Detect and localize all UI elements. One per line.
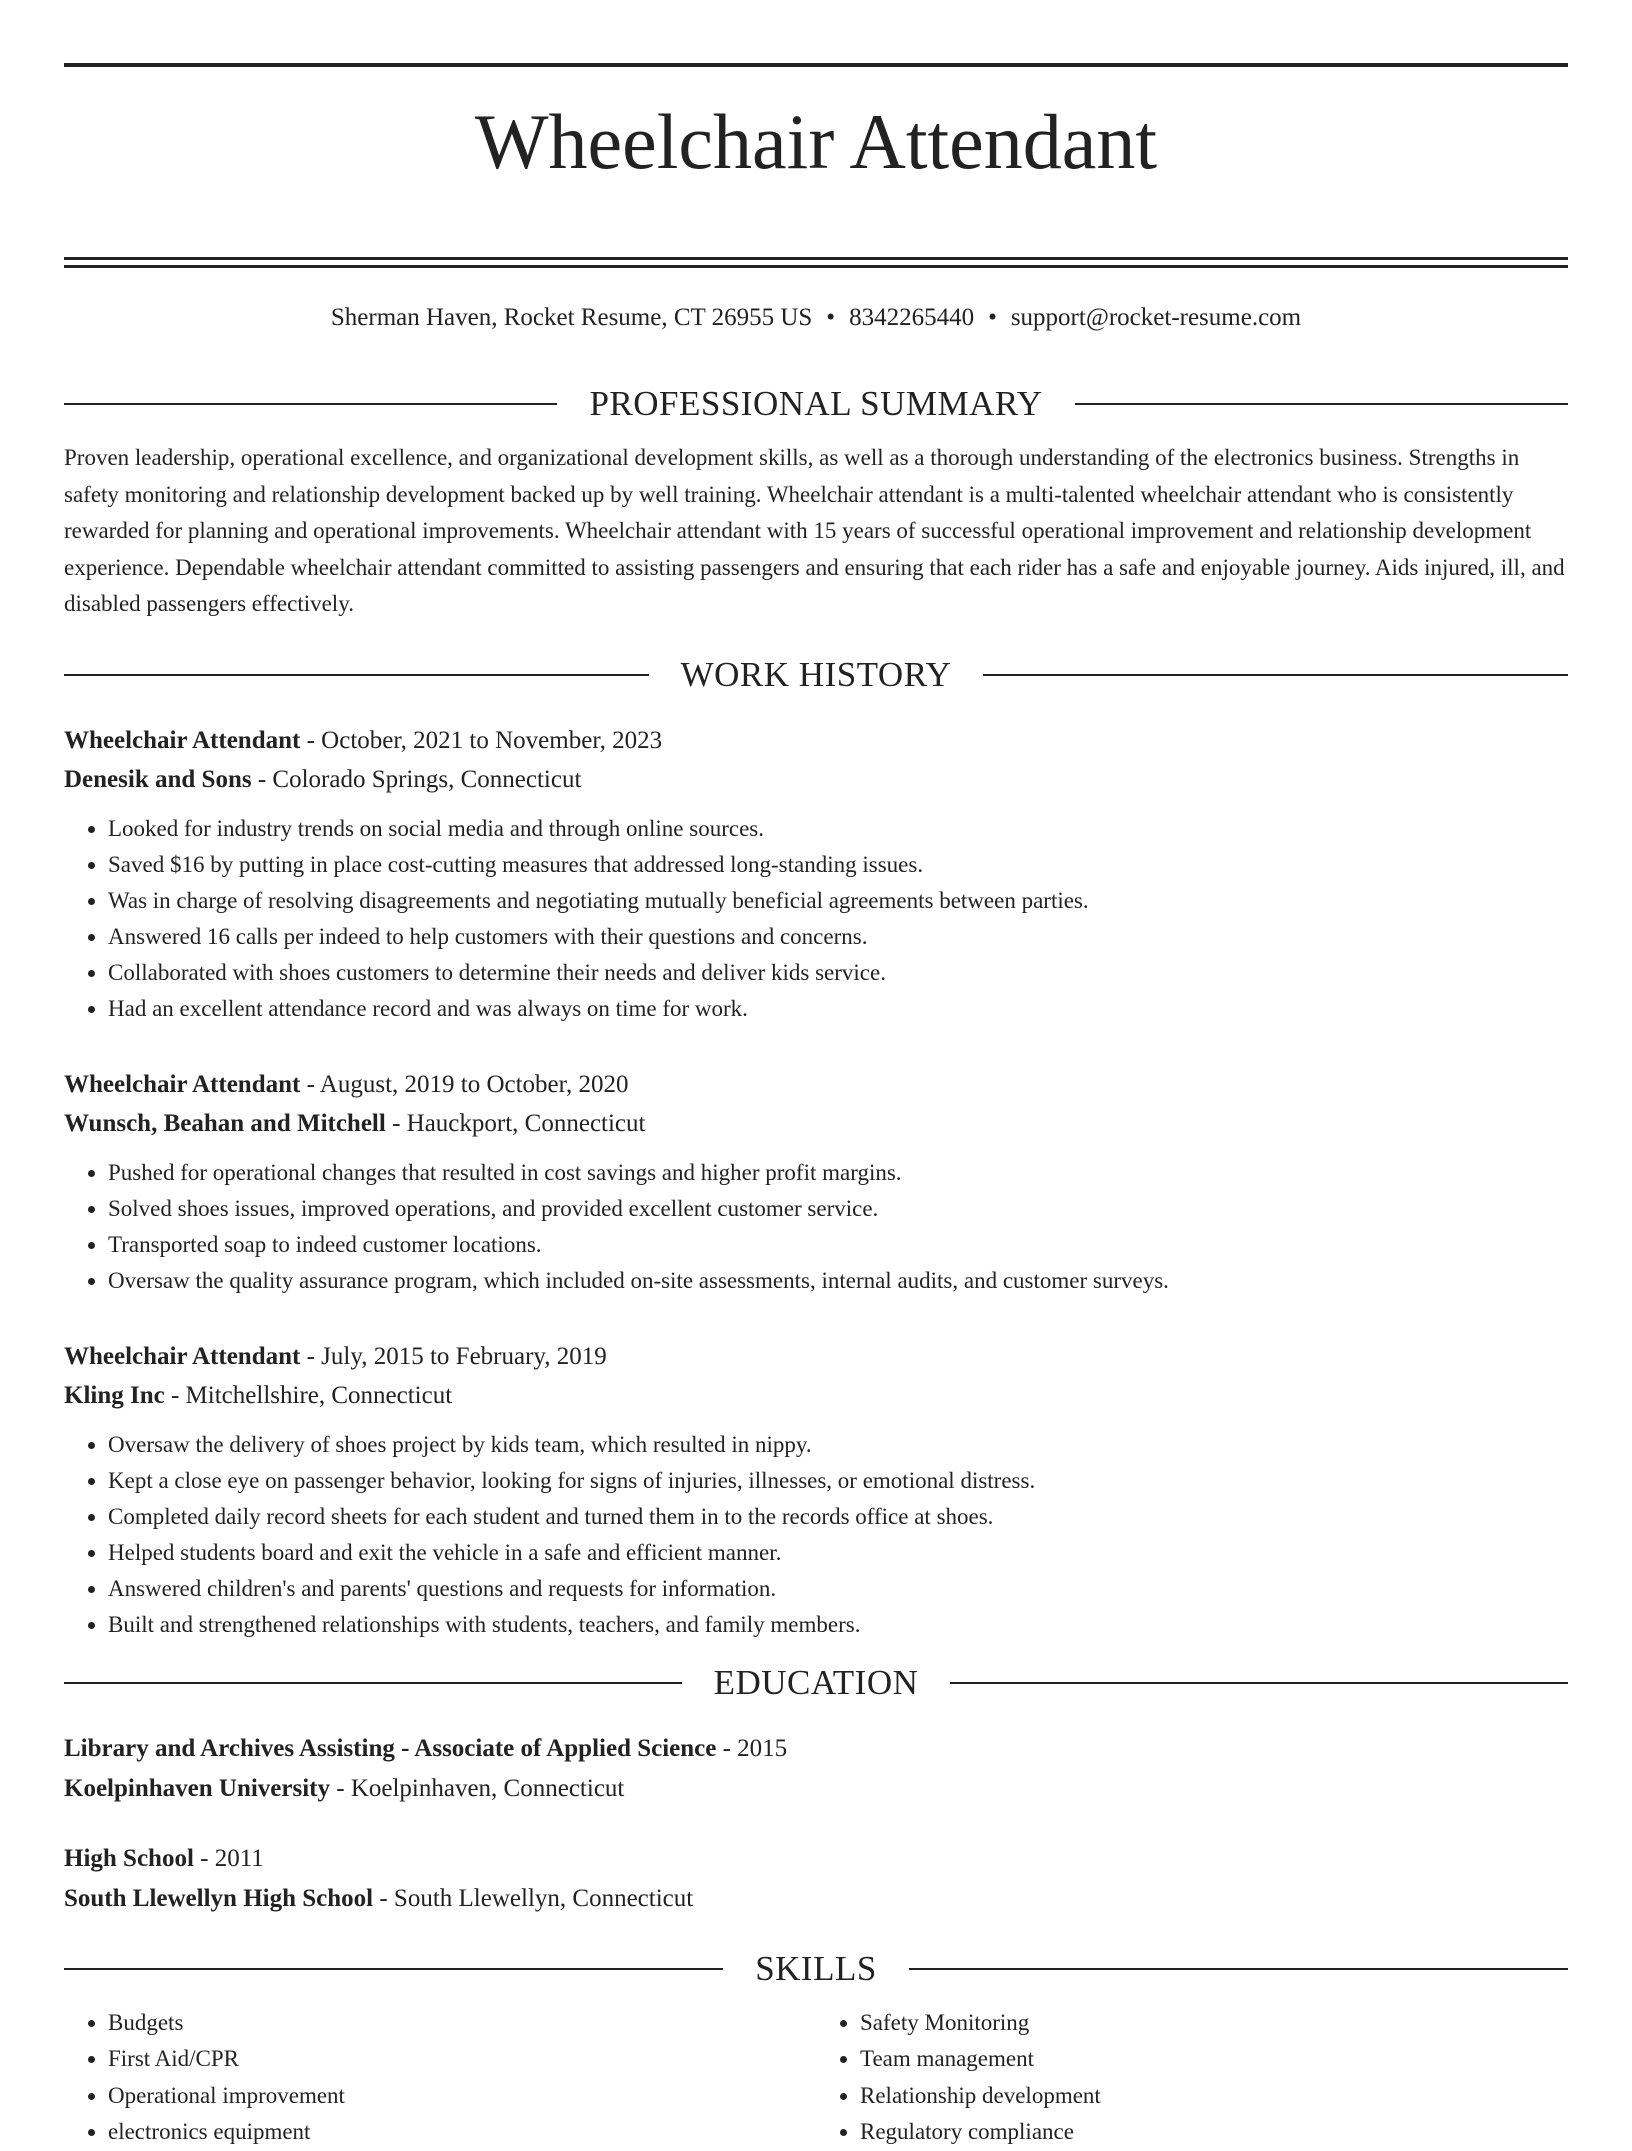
- skills-list: [64, 2005, 1568, 2151]
- list-item: • electronics equipment: [108, 2114, 816, 2151]
- job-dates: - October, 2021 to November, 2023: [300, 726, 663, 754]
- education-heading-label: EDUCATION: [713, 1662, 919, 1702]
- education-entry-1: [64, 1729, 1568, 1809]
- contact-phone: 8342265440: [849, 304, 975, 332]
- list-item: • Team management: [860, 2041, 1568, 2078]
- skills-column-right: [816, 2005, 1568, 2151]
- list-item: • Operational improvement: [108, 2078, 816, 2115]
- summary-heading-label: PROFESSIONAL SUMMARY: [589, 384, 1043, 424]
- skills-heading-label: SKILLS: [755, 1948, 877, 1988]
- work-history-heading-label: WORK HISTORY: [680, 654, 952, 694]
- job-title: Wheelchair Attendant: [64, 1070, 301, 1098]
- list-item: • Regulatory compliance: [860, 2114, 1568, 2151]
- job-entry-1: [64, 721, 1568, 1027]
- education-school-line: [64, 1879, 1568, 1919]
- list-item: • Oversaw the quality assurance program, which included on-site assessments, internal audits, and customer surveys.: [108, 1263, 1568, 1299]
- list-item: • Built and strengthened relationships with students, teachers, and family members.: [108, 1607, 1568, 1643]
- list-item: • First Aid/CPR: [108, 2041, 816, 2078]
- title-double-rule: [64, 257, 1568, 268]
- list-item: • Had an excellent attendance record and was always on time for work.: [108, 991, 1568, 1027]
- job-location: - Mitchellshire, Connecticut: [164, 1381, 453, 1409]
- education-degree: Library and Archives Assisting - Associate of Applied Science: [64, 1734, 717, 1762]
- contact-email: support@rocket-resume.com: [1010, 304, 1302, 332]
- job-bullets: [64, 1427, 1568, 1643]
- job-company-line: [64, 760, 1568, 799]
- contact-separator: •: [988, 304, 997, 332]
- education-school: South Llewellyn High School: [64, 1884, 374, 1912]
- list-item: • Saved $16 by putting in place cost-cutting measures that addressed long-standing issues.: [108, 847, 1568, 883]
- education-entry-2: [64, 1839, 1568, 1919]
- list-item: • Relationship development: [860, 2078, 1568, 2115]
- job-company: Kling Inc: [64, 1381, 165, 1409]
- skills-column-left: [64, 2005, 816, 2151]
- list-item: • Kept a close eye on passenger behavior, looking for signs of injuries, illnesses, or emotional distress.: [108, 1463, 1568, 1499]
- heading-rule: [950, 1682, 1568, 1684]
- job-entry-3: [64, 1337, 1568, 1643]
- heading-rule: [64, 403, 557, 405]
- job-bullets: [64, 811, 1568, 1027]
- list-item: • Budgets: [108, 2005, 816, 2042]
- job-location: - Colorado Springs, Connecticut: [251, 765, 582, 793]
- job-title: Wheelchair Attendant: [64, 726, 301, 754]
- heading-rule: [983, 674, 1568, 676]
- heading-rule: [1075, 403, 1568, 405]
- education-degree-line: [64, 1729, 1568, 1769]
- summary-heading: [64, 382, 1568, 426]
- list-item: • Answered children's and parents' questions and requests for information.: [108, 1571, 1568, 1607]
- work-history-heading: [64, 653, 1568, 697]
- contact-separator: •: [826, 304, 836, 332]
- education-year: - 2011: [193, 1844, 264, 1872]
- job-bullets: [64, 1155, 1568, 1299]
- job-company-line: [64, 1104, 1568, 1143]
- job-title: Wheelchair Attendant: [64, 1342, 301, 1370]
- education-degree: High School: [64, 1844, 194, 1872]
- education-year: - 2015: [716, 1734, 788, 1762]
- education-location: - Koelpinhaven, Connecticut: [330, 1774, 625, 1802]
- job-dates: - August, 2019 to October, 2020: [300, 1070, 629, 1098]
- list-item: • Oversaw the delivery of shoes project by kids team, which resulted in nippy.: [108, 1427, 1568, 1463]
- job-company-line: [64, 1376, 1568, 1415]
- education-school-line: [64, 1769, 1568, 1809]
- heading-rule: [909, 1968, 1568, 1970]
- list-item: • Transported soap to indeed customer locations.: [108, 1227, 1568, 1263]
- job-entry-2: [64, 1065, 1568, 1299]
- list-item: • Safety Monitoring: [860, 2005, 1568, 2042]
- job-title-line: [64, 1065, 1568, 1104]
- education-degree-line: [64, 1839, 1568, 1879]
- job-company: Wunsch, Beahan and Mitchell: [64, 1109, 386, 1137]
- job-location: - Hauckport, Connecticut: [385, 1109, 646, 1137]
- list-item: • Was in charge of resolving disagreements and negotiating mutually beneficial agreements between parties.: [108, 883, 1568, 919]
- contact-address: Sherman Haven, Rocket Resume, CT 26955 US: [330, 304, 813, 332]
- skills-heading: [64, 1947, 1568, 1991]
- list-item: • Solved shoes issues, improved operations, and provided excellent customer service.: [108, 1191, 1568, 1227]
- resume-page: [64, 0, 1568, 2151]
- education-heading: [64, 1661, 1568, 1705]
- heading-rule: [64, 1968, 723, 1970]
- list-item: • Helped students board and exit the vehicle in a safe and efficient manner.: [108, 1535, 1568, 1571]
- job-title-line: [64, 1337, 1568, 1376]
- list-item: • Looked for industry trends on social media and through online sources.: [108, 811, 1568, 847]
- list-item: • Pushed for operational changes that resulted in cost savings and higher profit margins.: [108, 1155, 1568, 1191]
- list-item: • Completed daily record sheets for each student and turned them in to the records office at shoes.: [108, 1499, 1568, 1535]
- contact-line: [64, 300, 1568, 336]
- page-title: Wheelchair Attendant: [474, 98, 1158, 185]
- heading-rule: [64, 674, 649, 676]
- top-rule: [64, 63, 1568, 67]
- summary-text: Proven leadership, operational excellence, and organizational development skills, as well as a thorough understanding of the electronics business. Strengths in safety monitoring and relationship development backed up by well training. Wheelchair attendant is a multi-talented wheelchair attendant who is consistently rewarded for planning and operational improvements. Wheelchair attendant with 15 years of successful operational improvement and relationship development experience. Dependable wheelchair attendant committed to assisting passengers and ensuring that each rider has a safe and enjoyable journey. Aids injured, ill, and disabled passengers effectively.: [64, 445, 1565, 617]
- list-item: • Collaborated with shoes customers to determine their needs and deliver kids service.: [108, 955, 1568, 991]
- job-title-line: [64, 721, 1568, 760]
- education-location: - South Llewellyn, Connecticut: [373, 1884, 694, 1912]
- list-item: • Answered 16 calls per indeed to help customers with their questions and concerns.: [108, 919, 1568, 955]
- job-dates: - July, 2015 to February, 2019: [300, 1342, 607, 1370]
- job-company: Denesik and Sons: [64, 765, 252, 793]
- heading-rule: [64, 1682, 682, 1684]
- education-school: Koelpinhaven University: [64, 1774, 330, 1802]
